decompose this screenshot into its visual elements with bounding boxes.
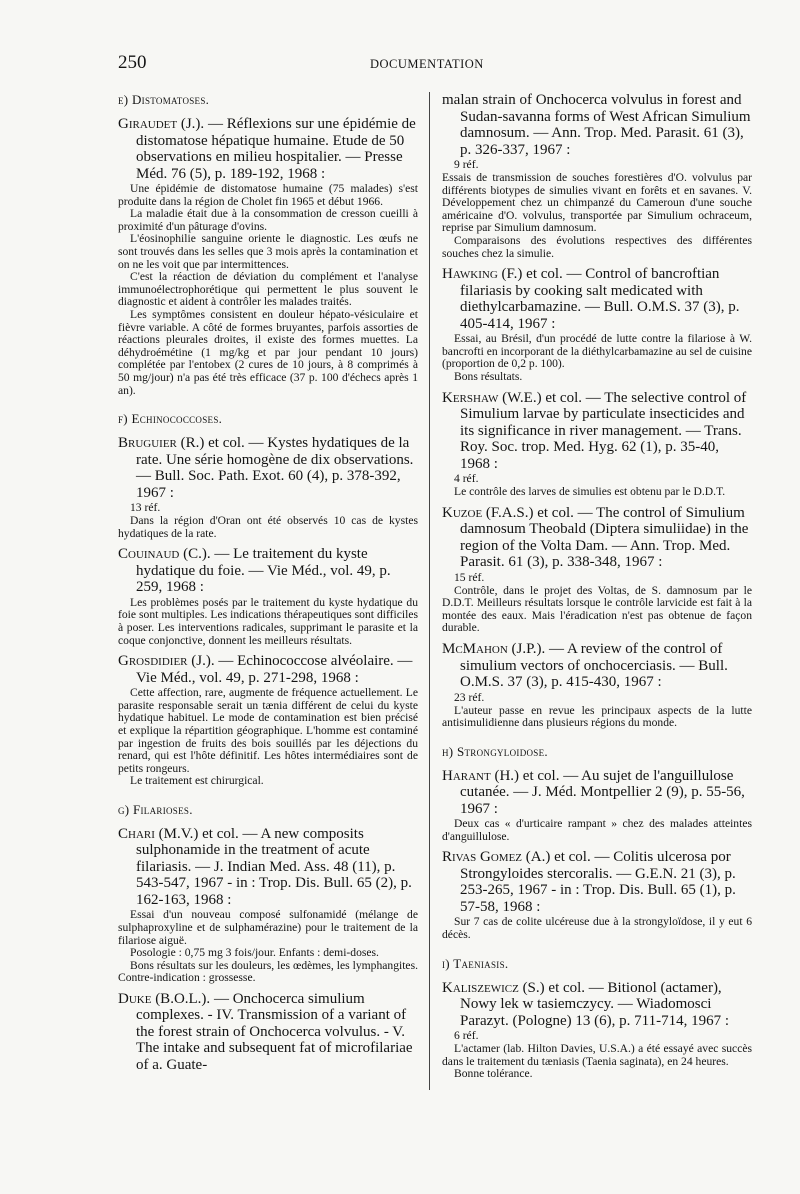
entry-author: Harant (H.) [442, 767, 520, 784]
bibliography-entry [442, 390, 752, 499]
entry-author: Chari (M.V.) [118, 825, 199, 842]
entry-abstract [442, 705, 752, 730]
bibliography-entry [118, 653, 418, 788]
citation [442, 980, 752, 1030]
citation [442, 768, 752, 818]
running-head: DOCUMENTATION [370, 57, 484, 71]
entry-citation: malan strain of Onchocerca volvulus in forest and Sudan-savanna forms of West African Simulium damnosum. — Ann. Trop. Med. Parasit. 61 (3), p. 326-337, 1967 : [442, 92, 751, 158]
left-column [118, 92, 418, 1079]
section-heading: e) Distomatoses. [118, 92, 210, 107]
entry-citation: et col. — The selective control of Simulium larvae by particulate insecticides and its significance in river management. — Trans. Roy. Soc. trop. Med. Hyg. 62 (1), p. 35-40, 1968 : [460, 389, 747, 472]
abstract-paragraph: Bons résultats sur les douleurs, les œdèmes, les lymphangites. Contre-indication : grossesse. [118, 958, 418, 985]
reference-count: 23 réf. [454, 690, 485, 704]
citation [118, 546, 418, 596]
abstract-paragraph: Deux cas « d'urticaire rampant » chez des malades atteintes d'anguillulose. [442, 817, 752, 843]
entry-citation: — A review of the control of simulium vectors of onchocerciasis. — Bull. O.M.S. 37 (3), p. 415-430, 1967 : [460, 641, 728, 690]
bibliography-entry [442, 849, 752, 941]
entry-citation: — Onchocerca simulium complexes. - IV. Transmission of a variant of the forest strain of Onchocerca volvulus. - V. The intake and subsequent fat of microfilariae of a. Guate- [136, 990, 413, 1073]
bibliography-entry [442, 768, 752, 844]
entry-citation: et col. — Kystes hydatiques de la rate. Une série homogène de dix observations. — Bull. Soc. Path. Exot. 60 (4), p. 378-392, 1967 : [136, 435, 414, 501]
abstract-paragraph: Dans la région d'Oran ont été observés 10 cas de kystes hydatiques de la rate. [118, 514, 418, 540]
citation [118, 826, 418, 909]
abstract-paragraph: C'est la réaction de déviation du complément et l'analyse immunoélectrophorétique qui permettent le plus souvent le diagnostic et aident à contrôler les malades traités. [118, 270, 418, 309]
page-number: 250 [118, 52, 147, 73]
abstract-paragraph: La maladie était due à la consommation de cresson cueilli à proximité d'un pâturage d'ovins. [118, 207, 418, 233]
reference-count: 13 réf. [130, 501, 161, 515]
entry-citation: — Echinococcose alvéolaire. — Vie Méd., vol. 49, p. 271-298, 1968 : [136, 653, 413, 686]
citation [118, 653, 418, 686]
abstract-paragraph: Essai d'un nouveau composé sulfonamidé (mélange de sulphaproxyline et de sulphamérazine) pour le traitement de la filariose aiguë. [118, 908, 418, 947]
bibliography-entry [442, 641, 752, 730]
bibliography-entry [442, 92, 752, 260]
bibliography-entry [442, 505, 752, 635]
citation [442, 849, 752, 915]
bibliography-entry [442, 266, 752, 383]
abstract-paragraph: Posologie : 0,75 mg 3 fois/jour. Enfants : demi-doses. [130, 946, 379, 960]
entry-author: Duke (B.O.L.). [118, 990, 211, 1007]
citation [442, 92, 752, 158]
abstract-paragraph: Le traitement est chirurgical. [130, 774, 264, 788]
bibliography-entry [118, 435, 418, 540]
abstract-paragraph: Sur 7 cas de colite ulcéreuse due à la strongyloïdose, il y eut 6 décès. [442, 915, 752, 941]
abstract-paragraph: Comparaisons des évolutions respectives des différentes souches chez la simulie. [442, 233, 752, 260]
entry-author: Hawking (F.) [442, 266, 523, 283]
bibliography-entry [118, 991, 418, 1074]
entry-abstract [118, 515, 418, 540]
abstract-paragraph: Contrôle, dans le projet des Voltas, de S. damnosum par le D.D.T. Meilleurs résultats lorsque le contrôle larvicide est fait à la montée des eaux. Mais l'éradication n'est pas obtenue de façon durable. [442, 583, 752, 635]
entry-author: Bruguier (R.) [118, 435, 205, 452]
entry-author: Couinaud (C.). [118, 546, 211, 563]
entry-abstract [442, 585, 752, 635]
abstract-paragraph: Les symptômes consistent en douleur hépato-vésiculaire et fièvre variable. A côté de formes bruyantes, parfois assorties de réactions pleurales droites, il existe des formes muettes. La déhydroémétine (1 mg/kg et par jour pendant 10 jours) complétée par l'entobex (2 cures de 10 jours, à 8 comprimés à 50 mg/jour) n'a pas été très efficace (37 p. 100 d'échecs après 1 an). [118, 307, 418, 397]
reference-count: 9 réf. [454, 158, 479, 171]
abstract-paragraph: Essai, au Brésil, d'un procédé de lutte contre la filariose à W. bancrofti en incorporant de la diéthylcarbamazine au sel de cuisine (proportion de 0,2 p. 100). [442, 332, 752, 371]
entry-abstract [118, 183, 418, 397]
reference-count: 4 réf. [454, 472, 479, 486]
citation [118, 991, 418, 1074]
entry-citation: — Réflexions sur une épidémie de distomatose hépatique humaine. Etude de 50 observations en milieu hospitalier. — Presse Méd. 76 (5), p. 189-192, 1968 : [136, 116, 416, 182]
abstract-paragraph: Bonne tolérance. [454, 1067, 533, 1081]
abstract-paragraph: Essais de transmission de souches forestières d'O. volvulus par différents biotypes de simulies vivant en forêts et en savanes. V. Développement chez un chimpanzé du Cameroun d'une souche américaine d'O. volvulus, transportée par Simulium ochraceum, reprise par Simulium damnosum. [442, 171, 752, 235]
entry-author: Giraudet (J.). [118, 116, 205, 132]
column-divider [429, 92, 430, 1090]
bibliography-entry [118, 826, 418, 985]
entry-author: Kuzoe (F.A.S.) [442, 504, 534, 521]
entry-citation: et col. — Control of bancroftian filariasis by cooking salt medicated with diethylcarbamazine. — Bull. O.M.S. 37 (3), p. 405-414, 1967 : [460, 266, 740, 332]
entry-citation: et col. — A new composits sulphonamide in the treatment of acute filariasis. — J. Indian Med. Ass. 48 (11), p. 543-547, 1967 - in : Trop. Dis. Bull. 65 (2), p. 162-163, 1968 : [136, 825, 412, 908]
citation [118, 116, 418, 182]
entry-abstract [442, 916, 752, 941]
entry-abstract [442, 172, 752, 260]
entry-author: Rivas Gomez (A.) [442, 849, 551, 866]
entry-author: Kershaw (W.E.) [442, 389, 542, 406]
bibliography-entry [118, 546, 418, 647]
entry-abstract [118, 597, 418, 647]
section-heading: i) Taeniasis. [442, 955, 509, 971]
abstract-paragraph: Une épidémie de distomatose humaine (75 malades) s'est produite dans la région de Cholet fin 1965 et début 1966. [118, 182, 418, 208]
entry-abstract [442, 486, 752, 499]
citation [442, 505, 752, 571]
abstract-paragraph: Bons résultats. [454, 369, 523, 383]
entry-author: Kaliszewicz (S.) [442, 979, 545, 996]
section-heading: g) Filarioses. [118, 801, 193, 817]
entry-citation: et col. — Colitis ulcerosa por Strongyloides stercoralis. — G.E.N. 21 (3), p. 253-265, 1967 - in : Trop. Dis. Bull. 65 (1), p. 57-58, 1968 : [460, 849, 736, 915]
right-column [442, 92, 752, 1087]
entry-abstract [442, 1043, 752, 1081]
entry-abstract [118, 909, 418, 985]
section-heading: h) Strongyloidose. [442, 743, 548, 759]
entry-author: McMahon (J.P.). [442, 641, 546, 657]
entry-citation: et col. — Bitionol (actamer), Nowy lek w tasiemczycy. — Wiadomosci Parazyt. (Pologne) 13 (6), p. 711-714, 1967 : [460, 979, 729, 1029]
citation [118, 435, 418, 501]
entry-citation: et col. — Au sujet de l'anguillulose cutanée. — J. Méd. Montpellier 2 (9), p. 55-56, 1967 : [460, 767, 745, 817]
entry-author: Grosdidier (J.). [118, 653, 215, 670]
section-heading: f) Echinococcoses. [118, 411, 223, 427]
abstract-paragraph: Cette affection, rare, augmente de fréquence actuellement. Le parasite responsable serait un tænia différent de celui du kyste hydatique habituel. Le mode de contamination est bien précisé et explique la répartition géographique. L'homme est contaminé par ingestion de fruits des bois souillés par les déjections du renard, qui est l'hôte définitif. Les hôtes intermédiaires sont de petits rongeurs. [118, 686, 418, 775]
citation [442, 390, 752, 473]
bibliography-entry [118, 116, 418, 397]
entry-citation: et col. — The control of Simulium damnosum Theobald (Diptera simuliidae) in the region of the Volta Dam. — Ann. Trop. Med. Parasit. 61 (3), p. 338-348, 1967 : [460, 504, 749, 571]
abstract-paragraph: L'éosinophilie sanguine oriente le diagnostic. Les œufs ne sont trouvés dans les selles que 3 mois après la contamination et on ne les voit que par intermittences. [118, 232, 418, 271]
entry-abstract [442, 818, 752, 843]
abstract-paragraph: L'auteur passe en revue les principaux aspects de la lutte antisimulidienne dans plusieurs régions du monde. [442, 703, 752, 730]
reference-count: 6 réf. [454, 1029, 479, 1043]
entry-abstract [118, 687, 418, 788]
citation [442, 266, 752, 332]
abstract-paragraph: Les problèmes posés par le traitement du kyste hydatique du foie sont multiples. Les indications thérapeutiques sont difficiles à poser. Les interventions radicales, supprimant le parasite et la coque conjonctive, donnent les meilleurs résultats. [118, 595, 418, 647]
citation [442, 641, 752, 691]
reference-count: 15 réf. [454, 570, 485, 584]
abstract-paragraph: Le contrôle des larves de simulies est obtenu par le D.D.T. [454, 485, 726, 499]
bibliography-entry [442, 980, 752, 1081]
abstract-paragraph: L'actamer (lab. Hilton Davies, U.S.A.) a été essayé avec succès dans le traitement du tæniasis (Taenia saginata), en 24 heures. [442, 1042, 752, 1068]
page-header [118, 52, 738, 78]
entry-citation: — Le traitement du kyste hydatique du foie. — Vie Méd., vol. 49, p. 259, 1968 : [136, 546, 391, 596]
entry-abstract [442, 333, 752, 383]
